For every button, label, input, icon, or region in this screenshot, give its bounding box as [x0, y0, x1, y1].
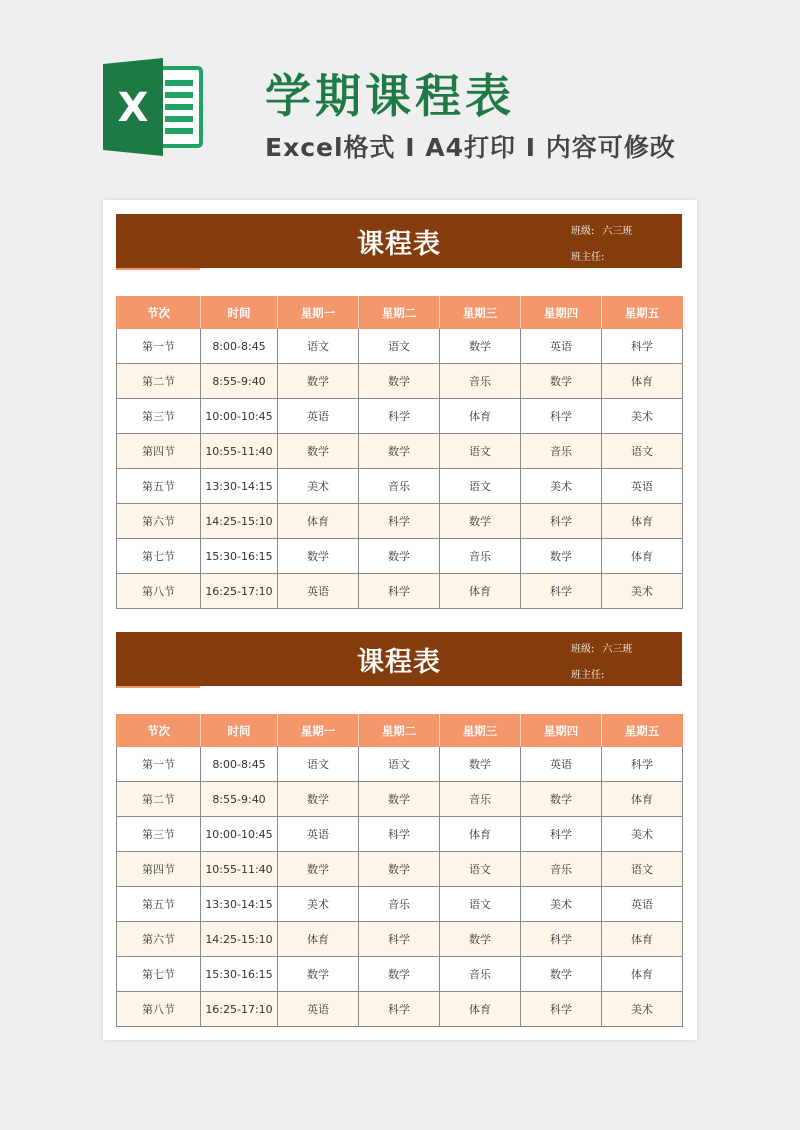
table-cell[interactable]: 科学	[602, 747, 683, 782]
table-cell[interactable]: 语文	[278, 329, 359, 364]
table-cell[interactable]: 音乐	[521, 852, 602, 887]
table-cell[interactable]: 英语	[602, 887, 683, 922]
table-cell[interactable]: 数学	[521, 364, 602, 399]
table-cell[interactable]: 8:55-9:40	[201, 782, 278, 817]
table-cell[interactable]: 英语	[278, 574, 359, 609]
table-cell[interactable]: 14:25-15:10	[201, 922, 278, 957]
table-cell[interactable]: 数学	[278, 434, 359, 469]
table-cell[interactable]: 数学	[278, 852, 359, 887]
table-row	[117, 782, 683, 817]
table-cell[interactable]: 科学	[602, 329, 683, 364]
column-header: 星期三	[440, 715, 521, 747]
column-header: 星期四	[521, 715, 602, 747]
column-header: 节次	[117, 715, 201, 747]
table-cell[interactable]: 体育	[602, 957, 683, 992]
table-header-row	[117, 715, 683, 747]
table-cell[interactable]: 美术	[602, 574, 683, 609]
table-cell[interactable]: 数学	[278, 364, 359, 399]
logo-letter: X	[117, 85, 149, 131]
sheet-title: 课程表	[357, 229, 441, 260]
schedule-table	[116, 296, 683, 609]
table-row	[117, 817, 683, 852]
table-cell[interactable]: 英语	[521, 329, 602, 364]
table-cell[interactable]: 数学	[521, 957, 602, 992]
table-cell[interactable]: 第六节	[117, 504, 201, 539]
table-row	[117, 399, 683, 434]
table-cell[interactable]: 语文	[602, 434, 683, 469]
banner-accent-line	[116, 686, 200, 688]
table-cell[interactable]: 第八节	[117, 992, 201, 1027]
column-header: 星期三	[440, 297, 521, 329]
table-header-row	[117, 297, 683, 329]
table-cell[interactable]: 音乐	[440, 539, 521, 574]
table-cell[interactable]: 数学	[359, 364, 440, 399]
column-header: 时间	[201, 297, 278, 329]
table-cell[interactable]: 美术	[278, 887, 359, 922]
teacher-label: 班主任:	[571, 670, 605, 681]
table-cell[interactable]: 英语	[602, 469, 683, 504]
table-cell[interactable]: 10:55-11:40	[201, 434, 278, 469]
column-header: 星期二	[359, 715, 440, 747]
page-subtitle: Excel格式 I A4打印 I 内容可修改	[265, 133, 676, 162]
teacher-label: 班主任:	[571, 252, 605, 263]
table-cell[interactable]: 第六节	[117, 922, 201, 957]
table-row	[117, 887, 683, 922]
table-cell[interactable]: 8:00-8:45	[201, 329, 278, 364]
table-cell[interactable]: 第五节	[117, 887, 201, 922]
class-label: 班级:	[571, 226, 595, 237]
table-cell[interactable]: 体育	[602, 922, 683, 957]
table-cell[interactable]: 第五节	[117, 469, 201, 504]
class-info	[571, 640, 632, 655]
table-cell[interactable]: 10:00-10:45	[201, 399, 278, 434]
schedule-sheet	[116, 214, 682, 598]
table-cell[interactable]: 体育	[602, 539, 683, 574]
table-cell[interactable]: 英语	[278, 817, 359, 852]
table-cell[interactable]: 语文	[440, 434, 521, 469]
excel-logo-icon	[103, 58, 203, 156]
table-cell[interactable]: 10:00-10:45	[201, 817, 278, 852]
table-cell[interactable]: 数学	[359, 434, 440, 469]
table-cell[interactable]: 8:55-9:40	[201, 364, 278, 399]
table-cell[interactable]: 15:30-16:15	[201, 539, 278, 574]
table-row	[117, 329, 683, 364]
column-header: 星期二	[359, 297, 440, 329]
table-cell[interactable]: 音乐	[440, 364, 521, 399]
table-cell[interactable]: 科学	[521, 504, 602, 539]
table-cell[interactable]: 体育	[278, 922, 359, 957]
table-cell[interactable]: 数学	[359, 782, 440, 817]
table-cell[interactable]: 13:30-14:15	[201, 887, 278, 922]
schedule-sheet	[116, 632, 682, 1016]
document-page	[103, 200, 697, 1040]
table-cell[interactable]: 体育	[602, 782, 683, 817]
table-row	[117, 747, 683, 782]
table-cell[interactable]: 科学	[359, 817, 440, 852]
column-header: 节次	[117, 297, 201, 329]
table-cell[interactable]: 10:55-11:40	[201, 852, 278, 887]
schedule-table	[116, 714, 683, 1027]
page-header	[0, 0, 800, 200]
table-row	[117, 504, 683, 539]
table-cell[interactable]: 第七节	[117, 539, 201, 574]
table-cell[interactable]: 科学	[521, 922, 602, 957]
table-cell[interactable]: 16:25-17:10	[201, 574, 278, 609]
table-cell[interactable]: 体育	[440, 817, 521, 852]
table-cell[interactable]: 音乐	[521, 434, 602, 469]
teacher-info	[571, 666, 612, 681]
table-cell[interactable]: 英语	[278, 992, 359, 1027]
sheet-title: 课程表	[357, 647, 441, 678]
table-row	[117, 434, 683, 469]
table-cell[interactable]: 体育	[440, 574, 521, 609]
class-value[interactable]: 六三班	[602, 226, 633, 237]
table-cell[interactable]: 数学	[278, 539, 359, 574]
teacher-info	[571, 248, 612, 263]
table-cell[interactable]: 音乐	[440, 782, 521, 817]
table-cell[interactable]: 16:25-17:10	[201, 992, 278, 1027]
class-value[interactable]: 六三班	[602, 644, 633, 655]
table-cell[interactable]: 美术	[602, 817, 683, 852]
table-cell[interactable]: 美术	[602, 399, 683, 434]
table-cell[interactable]: 科学	[359, 922, 440, 957]
table-cell[interactable]: 8:00-8:45	[201, 747, 278, 782]
table-cell[interactable]: 15:30-16:15	[201, 957, 278, 992]
table-cell[interactable]: 科学	[521, 992, 602, 1027]
table-cell[interactable]: 数学	[440, 747, 521, 782]
table-cell[interactable]: 科学	[521, 817, 602, 852]
table-cell[interactable]: 语文	[359, 329, 440, 364]
table-cell[interactable]: 第七节	[117, 957, 201, 992]
table-cell[interactable]: 美术	[278, 469, 359, 504]
sheet-banner	[116, 632, 682, 686]
table-cell[interactable]: 第二节	[117, 364, 201, 399]
table-cell[interactable]: 数学	[521, 539, 602, 574]
table-cell[interactable]: 第三节	[117, 399, 201, 434]
table-row	[117, 364, 683, 399]
table-cell[interactable]: 科学	[359, 399, 440, 434]
table-cell[interactable]: 数学	[440, 329, 521, 364]
table-cell[interactable]: 美术	[521, 887, 602, 922]
column-header: 星期一	[278, 297, 359, 329]
table-cell[interactable]: 数学	[359, 957, 440, 992]
column-header: 星期五	[602, 297, 683, 329]
table-cell[interactable]: 第三节	[117, 817, 201, 852]
sheet-banner	[116, 214, 682, 268]
page-title: 学期课程表	[265, 69, 515, 123]
table-cell[interactable]: 体育	[278, 504, 359, 539]
column-header: 星期四	[521, 297, 602, 329]
table-cell[interactable]: 第四节	[117, 852, 201, 887]
table-cell[interactable]: 数学	[440, 504, 521, 539]
table-cell[interactable]: 体育	[602, 504, 683, 539]
table-cell[interactable]: 音乐	[359, 887, 440, 922]
table-cell[interactable]: 科学	[359, 574, 440, 609]
table-row	[117, 574, 683, 609]
table-cell[interactable]: 语文	[440, 469, 521, 504]
table-row	[117, 539, 683, 574]
table-cell[interactable]: 科学	[521, 399, 602, 434]
table-cell[interactable]: 科学	[521, 574, 602, 609]
table-cell[interactable]: 科学	[359, 504, 440, 539]
column-header: 时间	[201, 715, 278, 747]
table-cell[interactable]: 音乐	[359, 469, 440, 504]
table-cell[interactable]: 音乐	[440, 957, 521, 992]
table-cell[interactable]: 13:30-14:15	[201, 469, 278, 504]
table-cell[interactable]: 数学	[359, 852, 440, 887]
table-cell[interactable]: 美术	[521, 469, 602, 504]
table-cell[interactable]: 语文	[602, 852, 683, 887]
banner-accent-line	[116, 268, 200, 270]
table-cell[interactable]: 美术	[602, 992, 683, 1027]
table-cell[interactable]: 语文	[278, 747, 359, 782]
table-cell[interactable]: 数学	[278, 782, 359, 817]
table-cell[interactable]: 数学	[440, 922, 521, 957]
table-cell[interactable]: 第四节	[117, 434, 201, 469]
table-cell[interactable]: 数学	[521, 782, 602, 817]
table-cell[interactable]: 体育	[440, 992, 521, 1027]
column-header: 星期五	[602, 715, 683, 747]
table-cell[interactable]: 体育	[440, 399, 521, 434]
table-row	[117, 957, 683, 992]
table-cell[interactable]: 语文	[359, 747, 440, 782]
table-row	[117, 992, 683, 1027]
table-cell[interactable]: 英语	[278, 399, 359, 434]
table-cell[interactable]: 第一节	[117, 747, 201, 782]
table-cell[interactable]: 数学	[278, 957, 359, 992]
class-label: 班级:	[571, 644, 595, 655]
table-row	[117, 852, 683, 887]
table-cell[interactable]: 体育	[602, 364, 683, 399]
table-cell[interactable]: 数学	[359, 539, 440, 574]
class-info	[571, 222, 632, 237]
table-cell[interactable]: 语文	[440, 887, 521, 922]
table-row	[117, 469, 683, 504]
table-row	[117, 922, 683, 957]
table-cell[interactable]: 14:25-15:10	[201, 504, 278, 539]
table-cell[interactable]: 第一节	[117, 329, 201, 364]
table-cell[interactable]: 第二节	[117, 782, 201, 817]
table-cell[interactable]: 英语	[521, 747, 602, 782]
table-cell[interactable]: 语文	[440, 852, 521, 887]
table-cell[interactable]: 科学	[359, 992, 440, 1027]
column-header: 星期一	[278, 715, 359, 747]
table-cell[interactable]: 第八节	[117, 574, 201, 609]
